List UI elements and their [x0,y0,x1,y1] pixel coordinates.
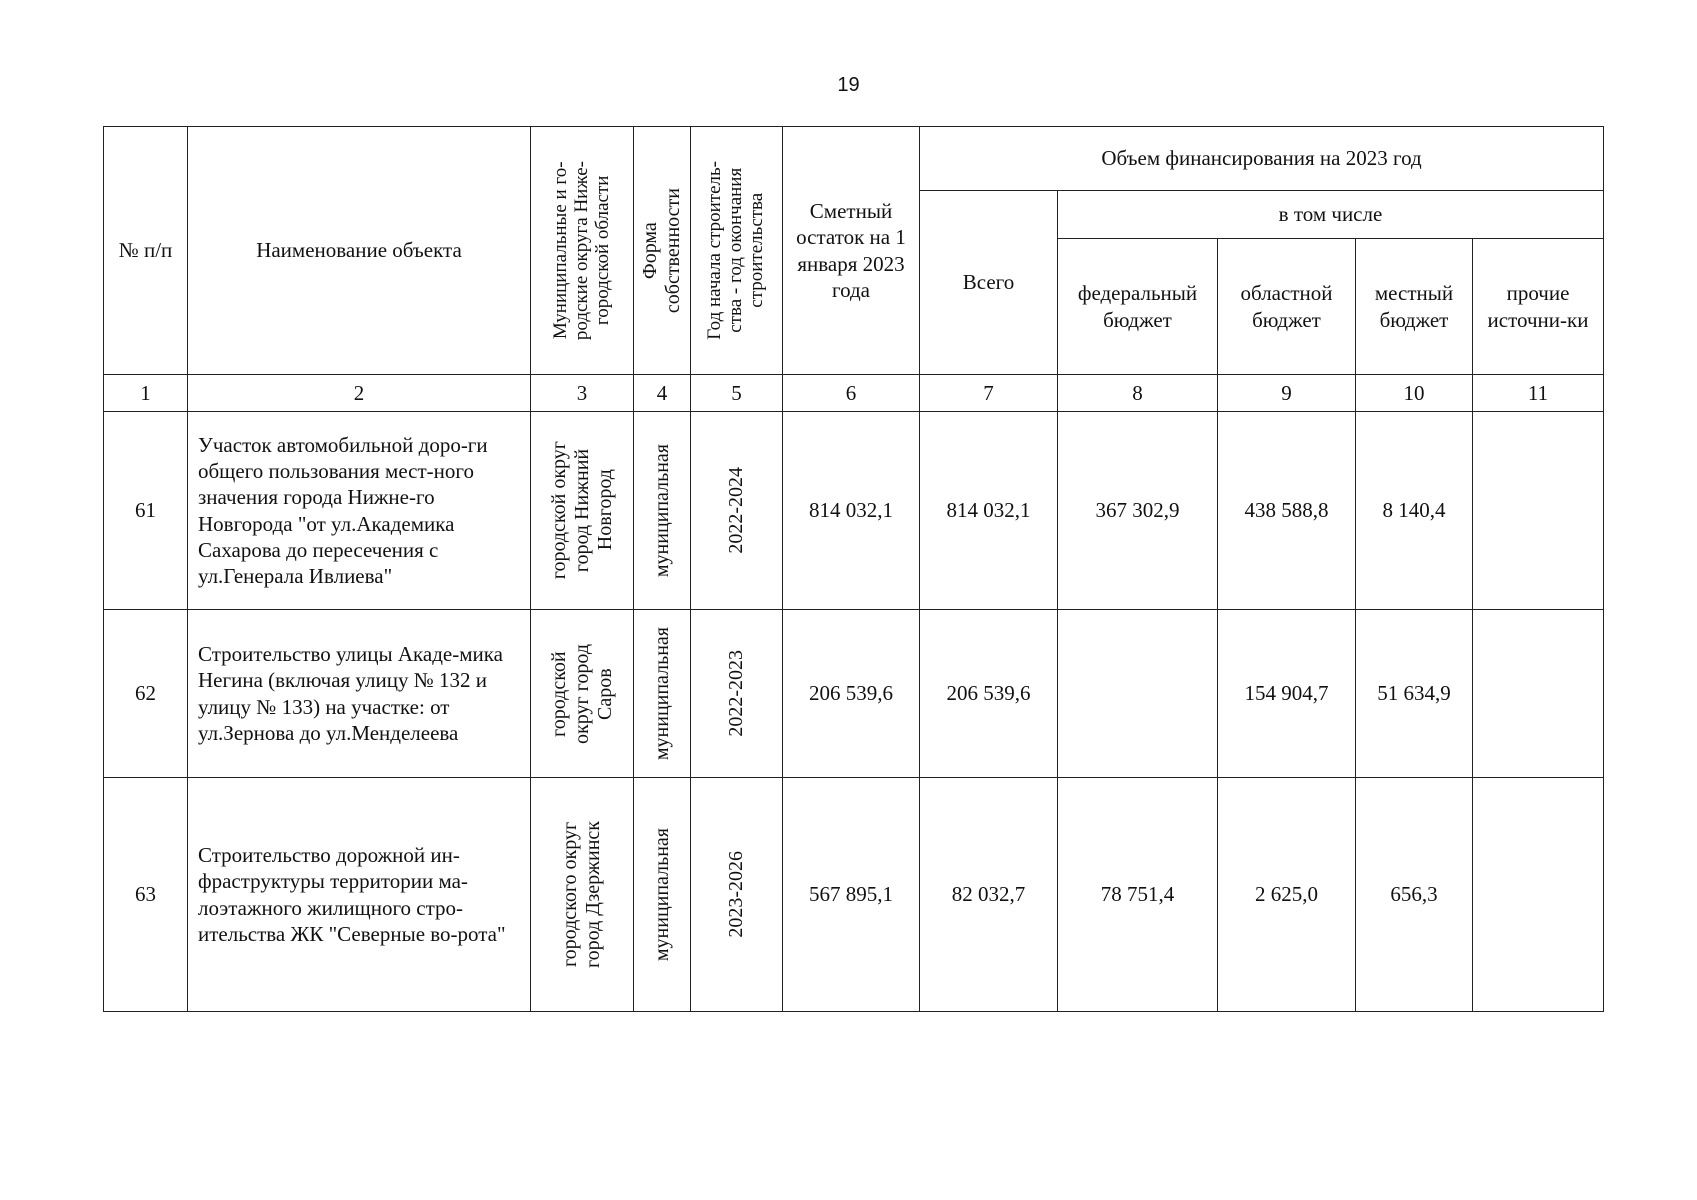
column-number: 2 [188,375,531,412]
header-years [691,127,783,375]
ownership-cell [634,610,691,778]
municipality-cell [531,412,634,610]
municipality-text: городской округ город Нижний Новгород [547,441,616,580]
total-value: 82 032,7 [920,778,1058,1012]
column-number: 7 [920,375,1058,412]
header-balance: Сметный остаток на 1 января 2023 года [783,127,920,375]
column-number: 11 [1473,375,1604,412]
regional-value: 438 588,8 [1218,412,1356,610]
header-financing-group: Объем финансирования на 2023 год [920,127,1604,191]
years-cell [691,610,783,778]
column-number: 3 [531,375,634,412]
header-other: прочие источни-ки [1473,239,1604,375]
total-value: 206 539,6 [920,610,1058,778]
object-name: Участок автомобильной доро-ги общего пользования мест-ного значения города Нижне-го Новгорода "от ул.Академика Сахарова до пересечения с ул.Генерала Ивлиева" [188,412,531,610]
years-text: 2022-2023 [725,650,747,737]
federal-value: 367 302,9 [1058,412,1218,610]
years-cell [691,778,783,1012]
other-value [1473,412,1604,610]
municipality-text: городского округ город Дзержинск [559,820,604,969]
column-number: 4 [634,375,691,412]
ownership-cell [634,412,691,610]
years-text: 2022-2024 [725,467,747,554]
header-regional: областной бюджет [1218,239,1356,375]
other-value [1473,778,1604,1012]
table-row [104,610,1604,778]
regional-value: 2 625,0 [1218,778,1356,1012]
municipality-cell [531,778,634,1012]
header-local: местный бюджет [1356,239,1473,375]
header-including: в том числе [1058,191,1604,239]
column-number: 6 [783,375,920,412]
total-value: 814 032,1 [920,412,1058,610]
column-number: 9 [1218,375,1356,412]
years-text: 2023-2026 [725,851,747,938]
object-name: Строительство дорожной ин-фраструктуры территории ма-лоэтажного жилищного стро-ительства ЖК "Северные во-рота" [188,778,531,1012]
municipality-text: городской округ город Саров [547,643,616,744]
header-total: Всего [920,191,1058,375]
table-row [104,778,1604,1012]
regional-value: 154 904,7 [1218,610,1356,778]
header-municipality-text: Муниципальные и го- родские округа Ниже- городской области [549,160,613,341]
ownership-text: муниципальная [650,827,673,962]
balance-value: 567 895,1 [783,778,920,1012]
header-years-text: Год начала строитель- ства - год окончания строительства [704,161,767,340]
local-value: 8 140,4 [1356,412,1473,610]
row-number: 61 [104,412,188,610]
local-value: 656,3 [1356,778,1473,1012]
ownership-text: муниципальная [650,626,673,761]
column-number-row [104,375,1604,412]
header-ownership [634,127,691,375]
federal-value [1058,610,1218,778]
header-federal: федеральный бюджет [1058,239,1218,375]
header-municipality [531,127,634,375]
financing-table [103,126,1604,1012]
object-name: Строительство улицы Акаде-мика Негина (включая улицу № 132 и улицу № 133) на участке: от ул.Зернова до ул.Менделеева [188,610,531,778]
ownership-cell [634,778,691,1012]
column-number: 8 [1058,375,1218,412]
years-cell [691,412,783,610]
header-no: № п/п [104,127,188,375]
table-row [104,412,1604,610]
local-value: 51 634,9 [1356,610,1473,778]
row-number: 63 [104,778,188,1012]
ownership-text: муниципальная [650,443,673,578]
balance-value: 206 539,6 [783,610,920,778]
federal-value: 78 751,4 [1058,778,1218,1012]
column-number: 5 [691,375,783,412]
page-number: 19 [837,74,860,96]
row-number: 62 [104,610,188,778]
column-number: 10 [1356,375,1473,412]
other-value [1473,610,1604,778]
column-number: 1 [104,375,188,412]
header-name: Наименование объекта [188,127,531,375]
header-ownership-text: Форма собственности [639,187,684,314]
balance-value: 814 032,1 [783,412,920,610]
municipality-cell [531,610,634,778]
